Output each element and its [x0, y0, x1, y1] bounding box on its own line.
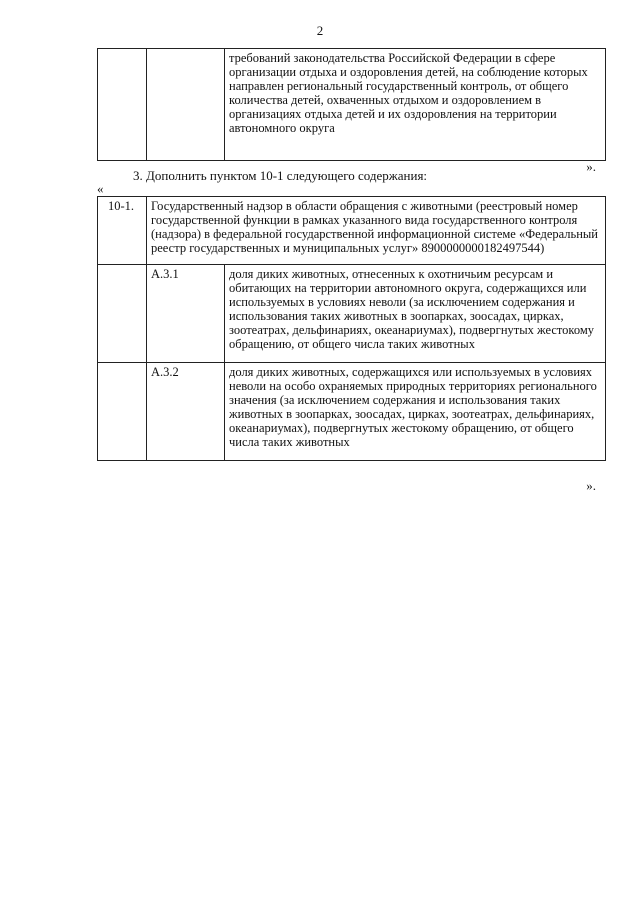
opening-quote: «: [97, 181, 104, 196]
closing-quote: ».: [586, 478, 596, 493]
table-row-header: [98, 197, 606, 265]
table-row: [98, 265, 606, 363]
indicator-text: доля диких животных, отнесенных к охотничьим ресурсам и обитающих на территории автономного округа, содержащихся или используемых в условиях неволи (за исключением содержания и использования таких животных в зоопарках, зоосадах, цирках, зоотеатрах, дельфинариях, океанариумах), подвергнутых жестокому обращению, от общего числа таких животных: [229, 267, 595, 351]
indicator-code: А.3.1: [147, 265, 225, 363]
table-cell-number: [98, 49, 147, 161]
indicators-table-continuation: [97, 48, 606, 161]
indicator-code: А.3.2: [147, 363, 225, 461]
table-row: [98, 49, 606, 161]
table-cell-empty: [98, 265, 147, 363]
indicator-description: [225, 363, 606, 461]
closing-quote: ».: [586, 159, 596, 174]
indicator-text: требований законодательства Российской Федерации в сфере организации отдыха и оздоровления детей, на соблюдение которых направлен региональный государственный контроль, от общего количества детей, охваченных отдыхом и оздоровлением в организациях отдыха детей и их оздоровления на территории автономного округа: [229, 51, 588, 135]
table-cell-text: [225, 49, 606, 161]
table-row: [98, 363, 606, 461]
page-number: 2: [316, 23, 324, 38]
indicator-description: [225, 265, 606, 363]
table-cell-empty: [98, 363, 147, 461]
indicator-text: доля диких животных, содержащихся или используемых в условиях неволи на особо охраняемых природных территориях регионального значения (за исключением содержания и использования таких животных в зоопарках, зоосадах, цирках, зоотеатрах, дельфинариях, океанариумах), подвергнутых жестокому обращению, от общего числа таких животных: [229, 365, 597, 449]
section-title: [147, 197, 606, 265]
table-cell-code: [147, 49, 225, 161]
indicators-table-10-1: [97, 196, 606, 461]
amendment-instruction: 3. Дополнить пунктом 10-1 следующего содержания:: [133, 168, 428, 183]
section-number: 10-1.: [98, 197, 147, 265]
section-title-text: Государственный надзор в области обращения с животными (реестровый номер государственной функции в рамках указанного вида государственного контроля (надзора) в федеральной государственной информационной системе «Федеральный реестр государственных и муниципальных услуг» 8900000000182497544): [151, 199, 598, 255]
